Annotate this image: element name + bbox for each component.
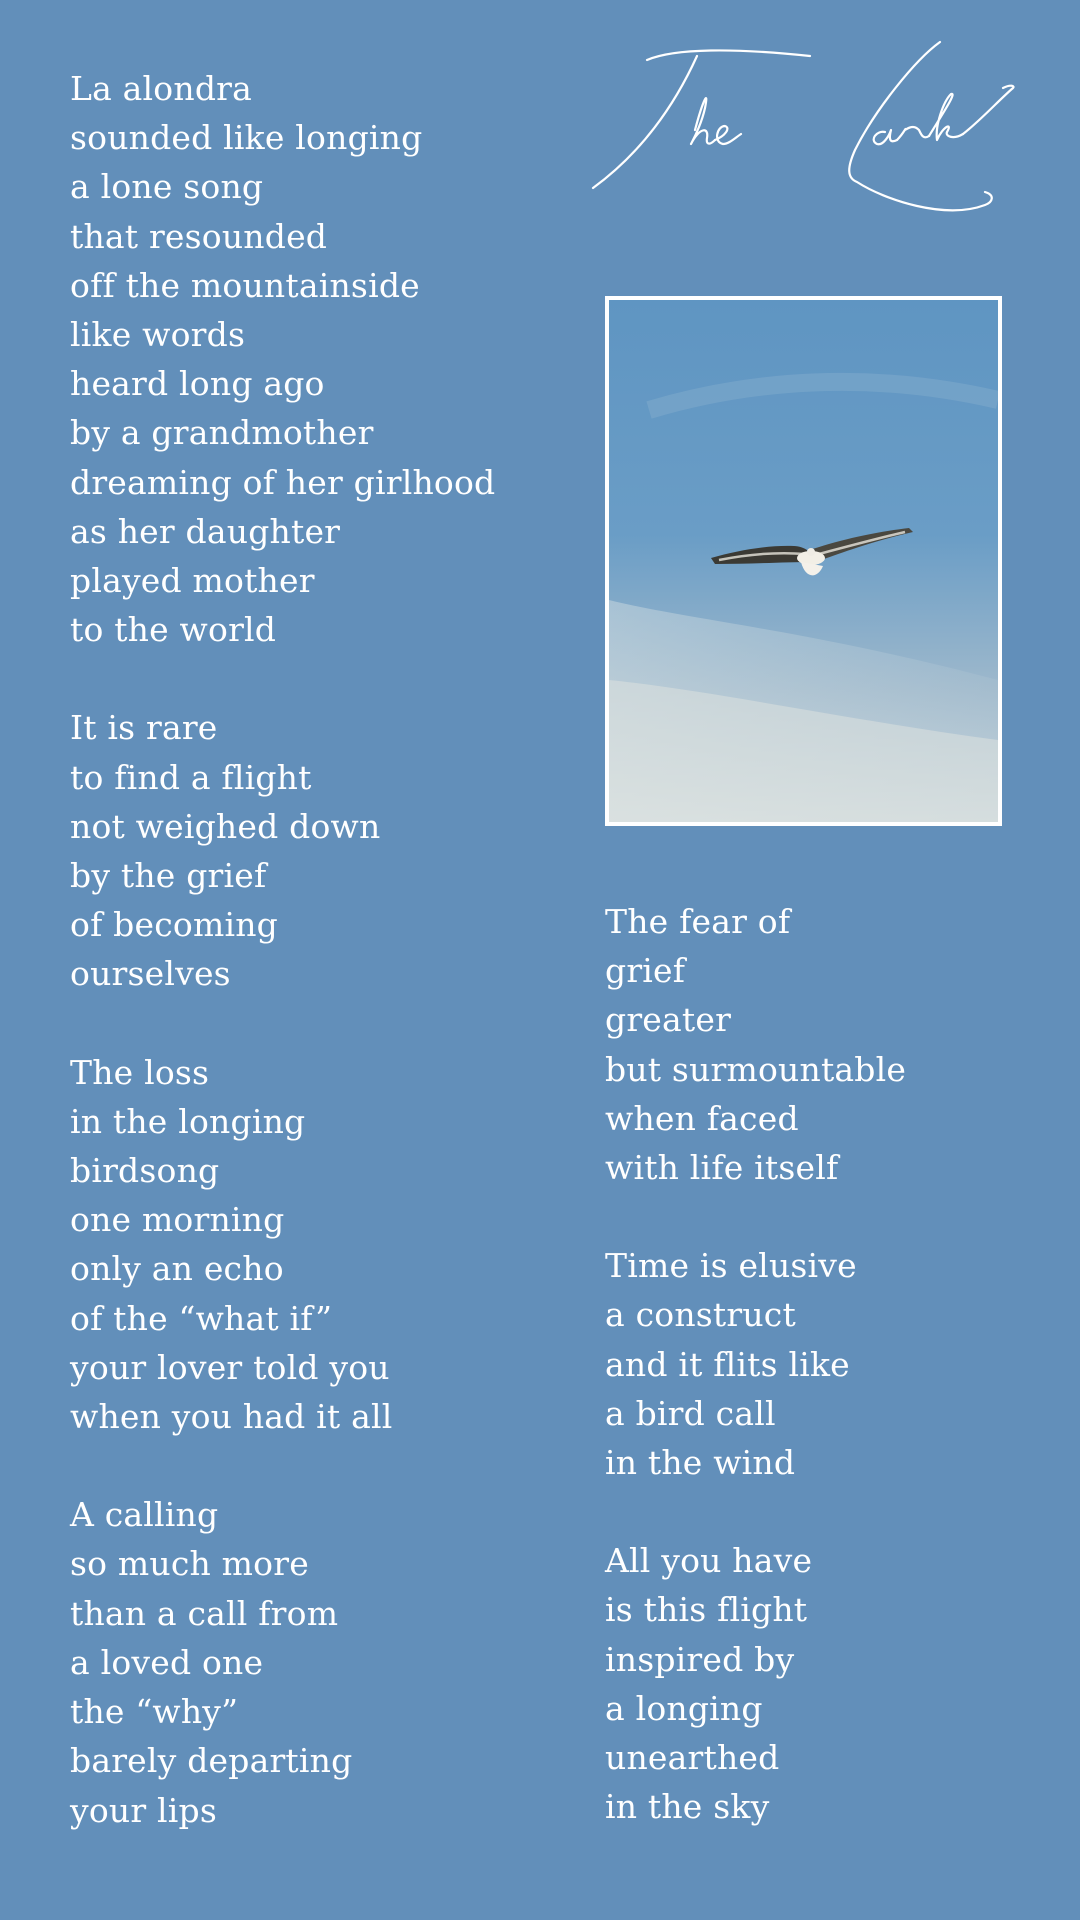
poem-line: your lover told you [70, 1347, 390, 1387]
poem-line: to find a flight [70, 757, 312, 797]
poem-line: that resounded [70, 216, 328, 256]
poem-line: with life itself [605, 1148, 839, 1188]
poem-line: All you have [605, 1541, 813, 1581]
stanza [605, 1536, 1045, 1831]
poem-line: a construct [605, 1295, 796, 1335]
poem-title-script [585, 30, 1025, 230]
poem-line: It is rare [70, 708, 218, 748]
poem-line: The loss [70, 1052, 210, 1092]
poem-line: birdsong [70, 1151, 220, 1191]
poem-line: is this flight [605, 1590, 808, 1630]
poem-line: unearthed [605, 1738, 780, 1778]
poem-line: a longing [605, 1688, 763, 1728]
poem-line: in the wind [605, 1443, 796, 1483]
poem-line: in the sky [605, 1787, 770, 1827]
poem-line: only an echo [70, 1249, 284, 1289]
poem-line: of becoming [70, 905, 278, 945]
poem-line: a bird call [605, 1393, 776, 1433]
poem-line: greater [605, 1000, 732, 1040]
poem-line: in the longing [70, 1101, 306, 1141]
stanza [70, 703, 570, 998]
seagull-in-flight-image [609, 300, 998, 822]
poem-line: Time is elusive [605, 1246, 857, 1286]
poem-line: dreaming of her girlhood [70, 462, 496, 502]
poem-line: heard long ago [70, 364, 325, 404]
poem-line: The fear of [605, 902, 791, 941]
poem-line: A calling [70, 1495, 219, 1535]
poem-line: of the “what if” [70, 1298, 333, 1338]
poem-line: by the grief [70, 856, 267, 896]
poem-right-column [605, 897, 1045, 1831]
poem-line: so much more [70, 1544, 309, 1584]
stanza [605, 897, 1045, 1192]
poem-line: a loved one [70, 1642, 264, 1682]
poem-line: when faced [605, 1098, 799, 1138]
poem-line: barely departing [70, 1741, 353, 1781]
stanza [70, 64, 570, 654]
poem-line: as her daughter [70, 511, 341, 551]
bird-photo [605, 296, 1002, 826]
stanza [70, 1048, 570, 1442]
poem-line: but surmountable [605, 1049, 907, 1089]
poem-line: grief [605, 951, 686, 991]
poem-line: La alondra [70, 69, 253, 108]
poem-line: when you had it all [70, 1397, 393, 1437]
poem-line: off the mountainside [70, 265, 420, 305]
poem-line: inspired by [605, 1639, 795, 1679]
poem-line: the “why” [70, 1692, 239, 1732]
poem-line: than a call from [70, 1593, 339, 1633]
poem-line: by a grandmother [70, 413, 374, 453]
poem-line: sounded like longing [70, 118, 423, 158]
poem-line: and it flits like [605, 1344, 850, 1384]
stanza [70, 1490, 570, 1834]
stanza [605, 1241, 1045, 1487]
poem-left-column [70, 64, 570, 1835]
poem-line: one morning [70, 1200, 285, 1240]
poem-line: like words [70, 315, 246, 355]
poem-line: ourselves [70, 954, 231, 994]
poem-line: not weighed down [70, 806, 381, 846]
poem-line: to the world [70, 610, 277, 650]
poem-line: played mother [70, 561, 315, 601]
poem-line: your lips [70, 1790, 217, 1830]
poem-line: a lone song [70, 167, 264, 207]
